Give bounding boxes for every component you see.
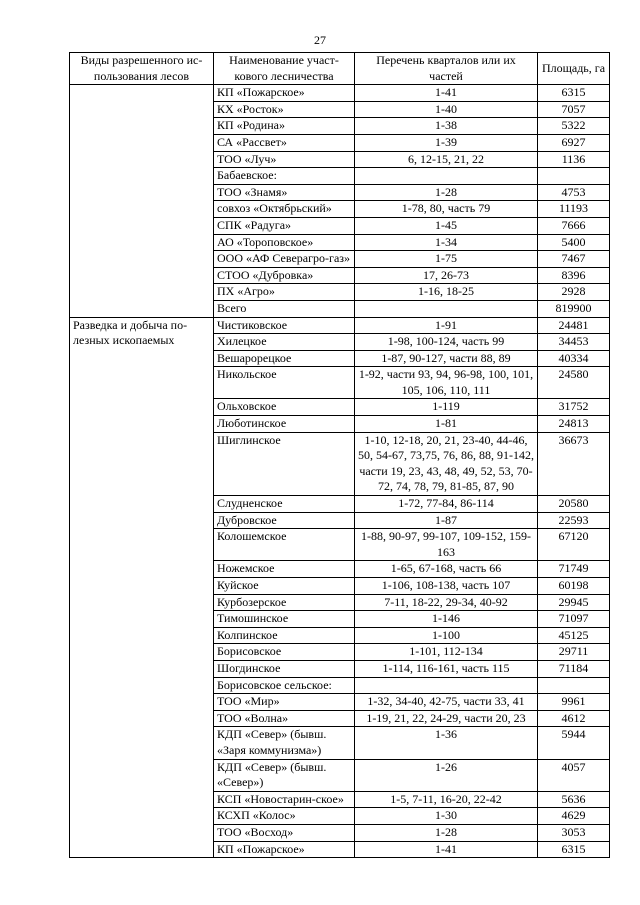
area-cell: 5636 [538,791,610,808]
forestry-cell: Шиглинское [214,432,355,495]
quarters-cell: 1-98, 100-124, часть 99 [355,334,538,351]
quarters-cell: 1-65, 67-168, часть 66 [355,561,538,578]
quarters-cell: 1-87 [355,512,538,529]
quarters-cell: 1-36 [355,727,538,759]
header-use: Виды разрешенного ис-пользования лесов [70,53,214,85]
forestry-cell: Хилецкое [214,334,355,351]
area-cell: 5400 [538,234,610,251]
area-cell: 60198 [538,578,610,595]
area-cell: 9961 [538,694,610,711]
forestry-cell: КП «Пожарское» [214,841,355,858]
area-cell: 6315 [538,841,610,858]
forestry-cell: совхоз «Октябрьский» [214,201,355,218]
area-cell: 4057 [538,759,610,791]
quarters-cell: 1-5, 7-11, 16-20, 22-42 [355,791,538,808]
quarters-cell: 1-146 [355,611,538,628]
quarters-cell: 1-45 [355,217,538,234]
forestry-cell: Борисовское сельское: [214,677,355,694]
forestry-cell: КХ «Росток» [214,101,355,118]
quarters-cell: 1-87, 90-127, части 88, 89 [355,350,538,367]
area-cell: 24580 [538,367,610,399]
forestry-cell: СТОО «Дубровка» [214,267,355,284]
table-header-row [70,53,610,85]
quarters-cell: 1-32, 34-40, 42-75, части 33, 41 [355,694,538,711]
quarters-cell: 7-11, 18-22, 29-34, 40-92 [355,594,538,611]
quarters-cell: 1-106, 108-138, часть 107 [355,578,538,595]
area-cell: 71749 [538,561,610,578]
quarters-cell: 1-40 [355,101,538,118]
area-cell: 7467 [538,251,610,268]
quarters-cell: 1-28 [355,824,538,841]
forestry-cell: Никольское [214,367,355,399]
quarters-cell: 1-16, 18-25 [355,284,538,301]
area-cell: 5944 [538,727,610,759]
quarters-cell: 1-78, 80, часть 79 [355,201,538,218]
quarters-cell: 1-91 [355,317,538,334]
area-cell: 29711 [538,644,610,661]
forestry-cell: СА «Рассвет» [214,134,355,151]
area-cell: 4612 [538,710,610,727]
area-cell: 31752 [538,399,610,416]
forestry-cell: Всего [214,300,355,317]
forestry-cell: Люботинское [214,416,355,433]
area-cell: 4753 [538,184,610,201]
quarters-cell: 1-19, 21, 22, 24-29, части 20, 23 [355,710,538,727]
area-cell: 34453 [538,334,610,351]
area-cell: 7666 [538,217,610,234]
forestry-cell: Борисовское [214,644,355,661]
quarters-cell: 1-38 [355,118,538,135]
forestry-cell: Тимошинское [214,611,355,628]
forestry-cell: Колошемское [214,529,355,561]
area-cell: 3053 [538,824,610,841]
forestry-cell: Чистиковское [214,317,355,334]
table-row [70,85,610,102]
area-cell: 6315 [538,85,610,102]
header-quarters: Перечень кварталов или их частей [355,53,538,85]
header-area: Площадь, га [538,53,610,85]
forestry-cell: ТОО «Мир» [214,694,355,711]
quarters-cell: 1-101, 112-134 [355,644,538,661]
forestry-cell: Шогдинское [214,660,355,677]
forestry-cell: КСХП «Колос» [214,808,355,825]
forestry-cell: Ножемское [214,561,355,578]
area-cell: 67120 [538,529,610,561]
area-cell [538,677,610,694]
area-cell: 4629 [538,808,610,825]
quarters-cell: 17, 26-73 [355,267,538,284]
forestry-cell: ТОО «Луч» [214,151,355,168]
quarters-cell: 1-39 [355,134,538,151]
quarters-cell: 1-100 [355,627,538,644]
forestry-cell: ТОО «Знамя» [214,184,355,201]
forestry-cell: ТОО «Волна» [214,710,355,727]
area-cell: 24813 [538,416,610,433]
area-cell: 36673 [538,432,610,495]
area-cell: 22593 [538,512,610,529]
forestry-cell: КДП «Север» (бывш. «Север») [214,759,355,791]
table-row [70,317,610,334]
forestry-cell: Курбозерское [214,594,355,611]
quarters-cell [355,300,538,317]
section-label: Разведка и добыча по-лезных ископаемых [70,317,214,858]
quarters-cell: 1-28 [355,184,538,201]
area-cell: 40334 [538,350,610,367]
section-label [70,85,214,317]
quarters-cell: 1-88, 90-97, 99-107, 109-152, 159-163 [355,529,538,561]
forestry-cell: Куйское [214,578,355,595]
area-cell: 11193 [538,201,610,218]
forestry-cell: КП «Родина» [214,118,355,135]
quarters-cell [355,168,538,185]
forestry-cell: Бабаевское: [214,168,355,185]
forestry-cell: ООО «АФ Северагро-газ» [214,251,355,268]
forestry-cell: Колпинское [214,627,355,644]
quarters-cell: 1-41 [355,85,538,102]
quarters-cell: 6, 12-15, 21, 22 [355,151,538,168]
page-number: 27 [314,33,326,47]
quarters-cell: 1-81 [355,416,538,433]
area-cell: 71184 [538,660,610,677]
area-cell: 819900 [538,300,610,317]
quarters-cell: 1-26 [355,759,538,791]
quarters-cell: 1-30 [355,808,538,825]
area-cell: 5322 [538,118,610,135]
forestry-cell: КСП «Новостарин-ское» [214,791,355,808]
quarters-cell: 1-92, части 93, 94, 96-98, 100, 101, 105, 106, 110, 111 [355,367,538,399]
area-cell: 2928 [538,284,610,301]
area-cell: 24481 [538,317,610,334]
quarters-cell: 1-10, 12-18, 20, 21, 23-40, 44-46, 50, 54-67, 73,75, 76, 86, 88, 91-142, части 19, 23, 43, 48, 49, 52, 53, 70-72, 74, 78, 79, 81-85, 87, 90 [355,432,538,495]
quarters-cell: 1-119 [355,399,538,416]
header-forestry: Наименование участ-кового лесничества [214,53,355,85]
area-cell: 45125 [538,627,610,644]
forestry-cell: Вешарорецкое [214,350,355,367]
area-cell: 7057 [538,101,610,118]
area-cell: 71097 [538,611,610,628]
forestry-cell: Слудненское [214,496,355,513]
table-body [70,85,610,858]
forestry-cell: ПХ «Агро» [214,284,355,301]
forestry-cell: АО «Тороповское» [214,234,355,251]
forestry-cell: Ольховское [214,399,355,416]
area-cell [538,168,610,185]
quarters-cell: 1-75 [355,251,538,268]
area-cell: 8396 [538,267,610,284]
forestry-cell: ТОО «Восход» [214,824,355,841]
forestry-cell: КДП «Север» (бывш. «Заря коммунизма») [214,727,355,759]
quarters-cell: 1-72, 77-84, 86-114 [355,496,538,513]
quarters-cell: 1-114, 116-161, часть 115 [355,660,538,677]
quarters-cell [355,677,538,694]
forest-use-table [69,52,610,858]
area-cell: 29945 [538,594,610,611]
forestry-cell: Дубровское [214,512,355,529]
quarters-cell: 1-41 [355,841,538,858]
area-cell: 20580 [538,496,610,513]
quarters-cell: 1-34 [355,234,538,251]
forestry-cell: КП «Пожарское» [214,85,355,102]
area-cell: 6927 [538,134,610,151]
forestry-cell: СПК «Радуга» [214,217,355,234]
area-cell: 1136 [538,151,610,168]
